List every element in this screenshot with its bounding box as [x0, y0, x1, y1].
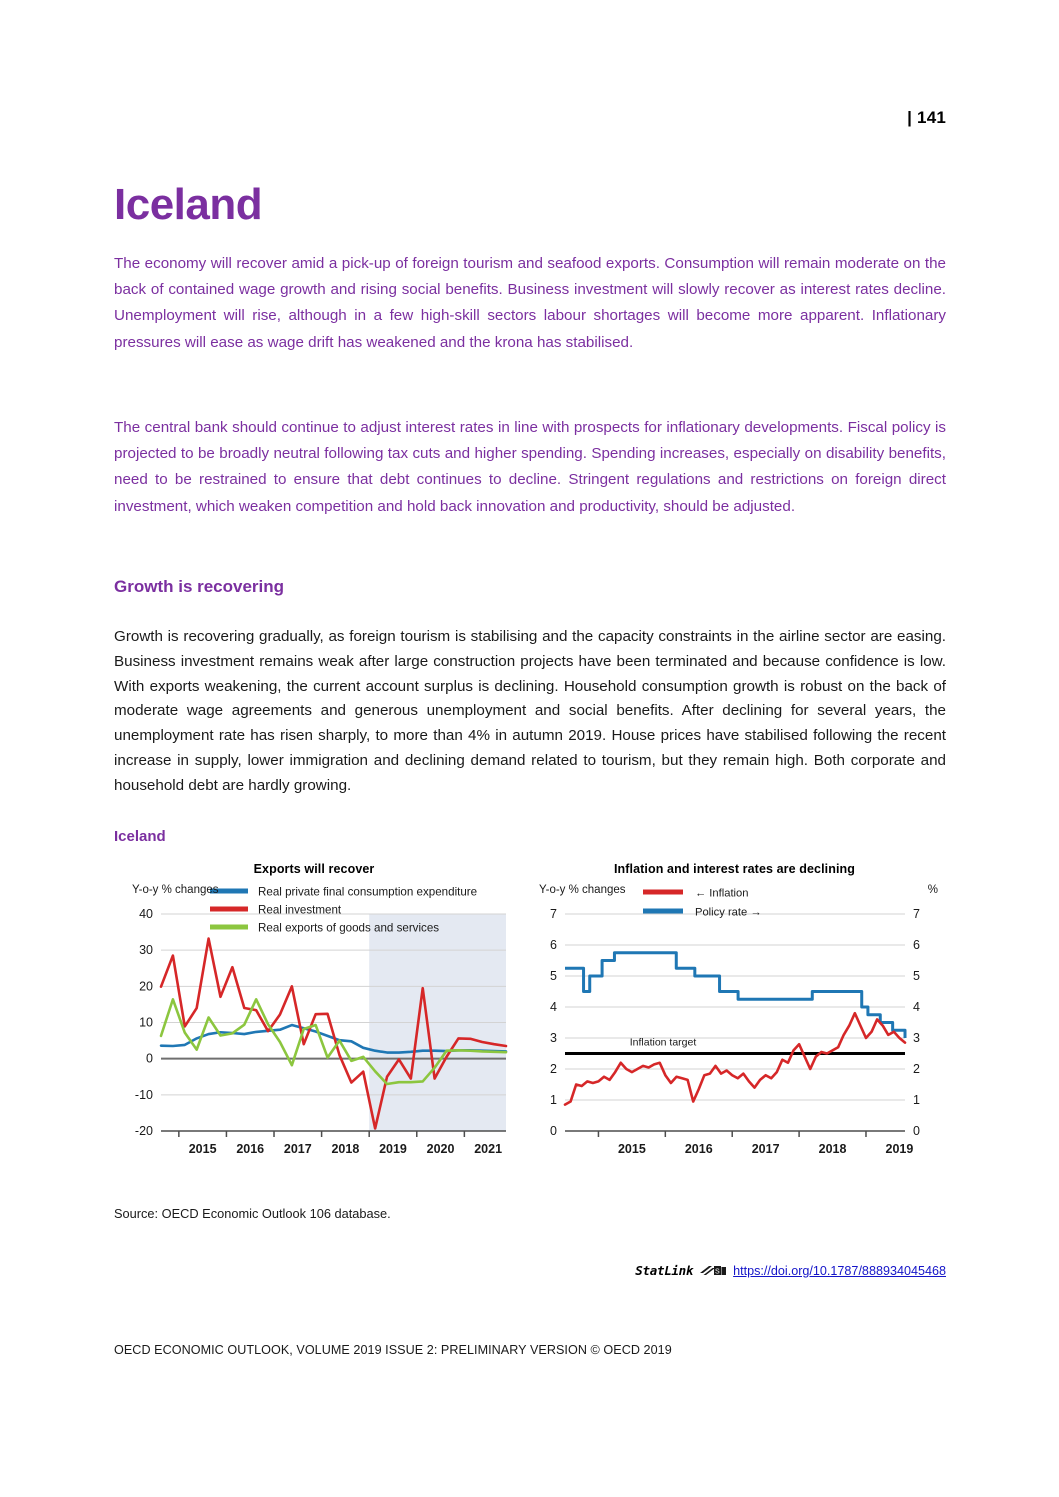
lead-paragraph-1: The economy will recover amid a pick-up of foreign tourism and seafood exports. Consumption will remain moderate on the back of contained wage growth and rising social benefits. Business investment will slowly recover as interest rates decline. Unemployment will rise, although in a few high-skill sectors labour shortages will become more apparent. Inflationary pressures will ease as wage drift has weakened and the krona has stabilised.	[114, 255, 946, 351]
svg-text:6: 6	[550, 938, 557, 952]
svg-text:10: 10	[139, 1015, 153, 1030]
svg-text:2018: 2018	[331, 1142, 360, 1156]
svg-text:40: 40	[139, 907, 153, 921]
svg-text:2: 2	[550, 1062, 557, 1076]
statlink-url[interactable]: https://doi.org/10.1787/888934045468	[733, 1263, 946, 1278]
statlink-row	[635, 1263, 946, 1278]
svg-text:S: S	[715, 1268, 720, 1276]
svg-text:← Inflation: ← Inflation	[695, 887, 749, 900]
svg-text:6: 6	[913, 938, 920, 952]
svg-text:2019: 2019	[885, 1142, 914, 1156]
svg-text:2021: 2021	[474, 1142, 503, 1156]
svg-text:1: 1	[550, 1093, 557, 1107]
svg-text:4: 4	[550, 1000, 557, 1014]
statlink-label: StatLink	[635, 1263, 694, 1278]
document-footer: OECD ECONOMIC OUTLOOK, VOLUME 2019 ISSUE 2: PRELIMINARY VERSION © OECD 2019	[114, 1343, 672, 1357]
svg-text:2019: 2019	[379, 1142, 407, 1156]
page-number-text: | 141	[907, 108, 946, 127]
svg-text:2: 2	[913, 1062, 920, 1076]
svg-text:Real exports of goods and serv: Real exports of goods and services	[258, 921, 440, 935]
svg-text:30: 30	[139, 943, 153, 958]
svg-text:2015: 2015	[188, 1142, 217, 1156]
svg-text:5: 5	[550, 969, 557, 983]
svg-text:4: 4	[913, 1000, 920, 1014]
svg-text:2018: 2018	[818, 1142, 847, 1156]
exports-chart-title: Exports will recover	[253, 862, 375, 876]
svg-text:0: 0	[913, 1124, 920, 1138]
svg-text:2017: 2017	[751, 1142, 780, 1156]
inflation-chart-title: Inflation and interest rates are declining	[613, 862, 856, 876]
svg-text:1: 1	[913, 1093, 920, 1107]
svg-text:2015: 2015	[617, 1142, 646, 1156]
inflation-chart-svg	[523, 878, 946, 1174]
svg-text:-10: -10	[134, 1087, 153, 1102]
svg-text:2020: 2020	[426, 1142, 455, 1156]
charts-container	[114, 862, 946, 1182]
svg-text:7: 7	[550, 907, 557, 921]
svg-text:2016: 2016	[684, 1142, 713, 1156]
svg-text:Real investment: Real investment	[258, 903, 342, 917]
inflation-chart-y-unit-right: %	[927, 884, 938, 896]
page-number-header	[907, 108, 946, 128]
svg-text:Inflation target: Inflation target	[629, 1036, 697, 1049]
svg-text:5: 5	[913, 969, 920, 983]
svg-text:0: 0	[146, 1051, 153, 1066]
svg-text:2016: 2016	[236, 1142, 265, 1156]
svg-text:2017: 2017	[283, 1142, 312, 1156]
inflation-chart-y-unit: Y-o-y % changes	[539, 884, 626, 896]
svg-text:7: 7	[913, 907, 920, 921]
statlink-icon	[700, 1264, 726, 1277]
inflation-chart-panel	[523, 862, 946, 1182]
svg-text:3: 3	[913, 1031, 920, 1045]
svg-text:Real private final consumption: Real private final consumption expenditure	[258, 885, 478, 899]
exports-chart-panel	[114, 862, 514, 1182]
exports-chart-svg	[114, 878, 514, 1174]
svg-text:-20: -20	[134, 1124, 153, 1138]
section-heading: Growth is recovering	[114, 577, 285, 597]
svg-text:20: 20	[139, 979, 153, 994]
exports-chart-y-unit: Y-o-y % changes	[132, 884, 219, 896]
page-title: Iceland	[114, 180, 263, 230]
lead-paragraph-2: The central bank should continue to adjust interest rates in line with prospects for inflationary developments. Fiscal policy is projected to be broadly neutral following tax cuts and higher spending. Spending increases, especially on disability benefits, need to be restrained to ensure that debt continues to decline. Stringent regulations and restrictions on foreign direct investment, which weaken competition and hold back innovation and productivity, should be adjusted.	[114, 419, 946, 515]
svg-text:3: 3	[550, 1031, 557, 1045]
svg-text:0: 0	[550, 1124, 557, 1138]
body-paragraph: Growth is recovering gradually, as foreign tourism is stabilising and the capacity constraints in the airline sector are easing. Business investment remains weak after large construction projects have been terminated and because confidence is low. With exports weakening, the current account surplus is declining. Household consumption growth is robust on the back of moderate wage agreements and generous unemployment and social benefits. After declining for several years, the unemployment rate has risen sharply, to more than 4% in autumn 2019. House prices have stabilised following the recent increase in supply, lower immigration and declining demand related to tourism, but they remain high. Both corporate and household debt are hardly growing.	[114, 628, 946, 794]
source-note: Source: OECD Economic Outlook 106 database.	[114, 1206, 391, 1221]
svg-text:Policy rate →: Policy rate →	[695, 906, 762, 919]
figure-label: Iceland	[114, 828, 166, 845]
